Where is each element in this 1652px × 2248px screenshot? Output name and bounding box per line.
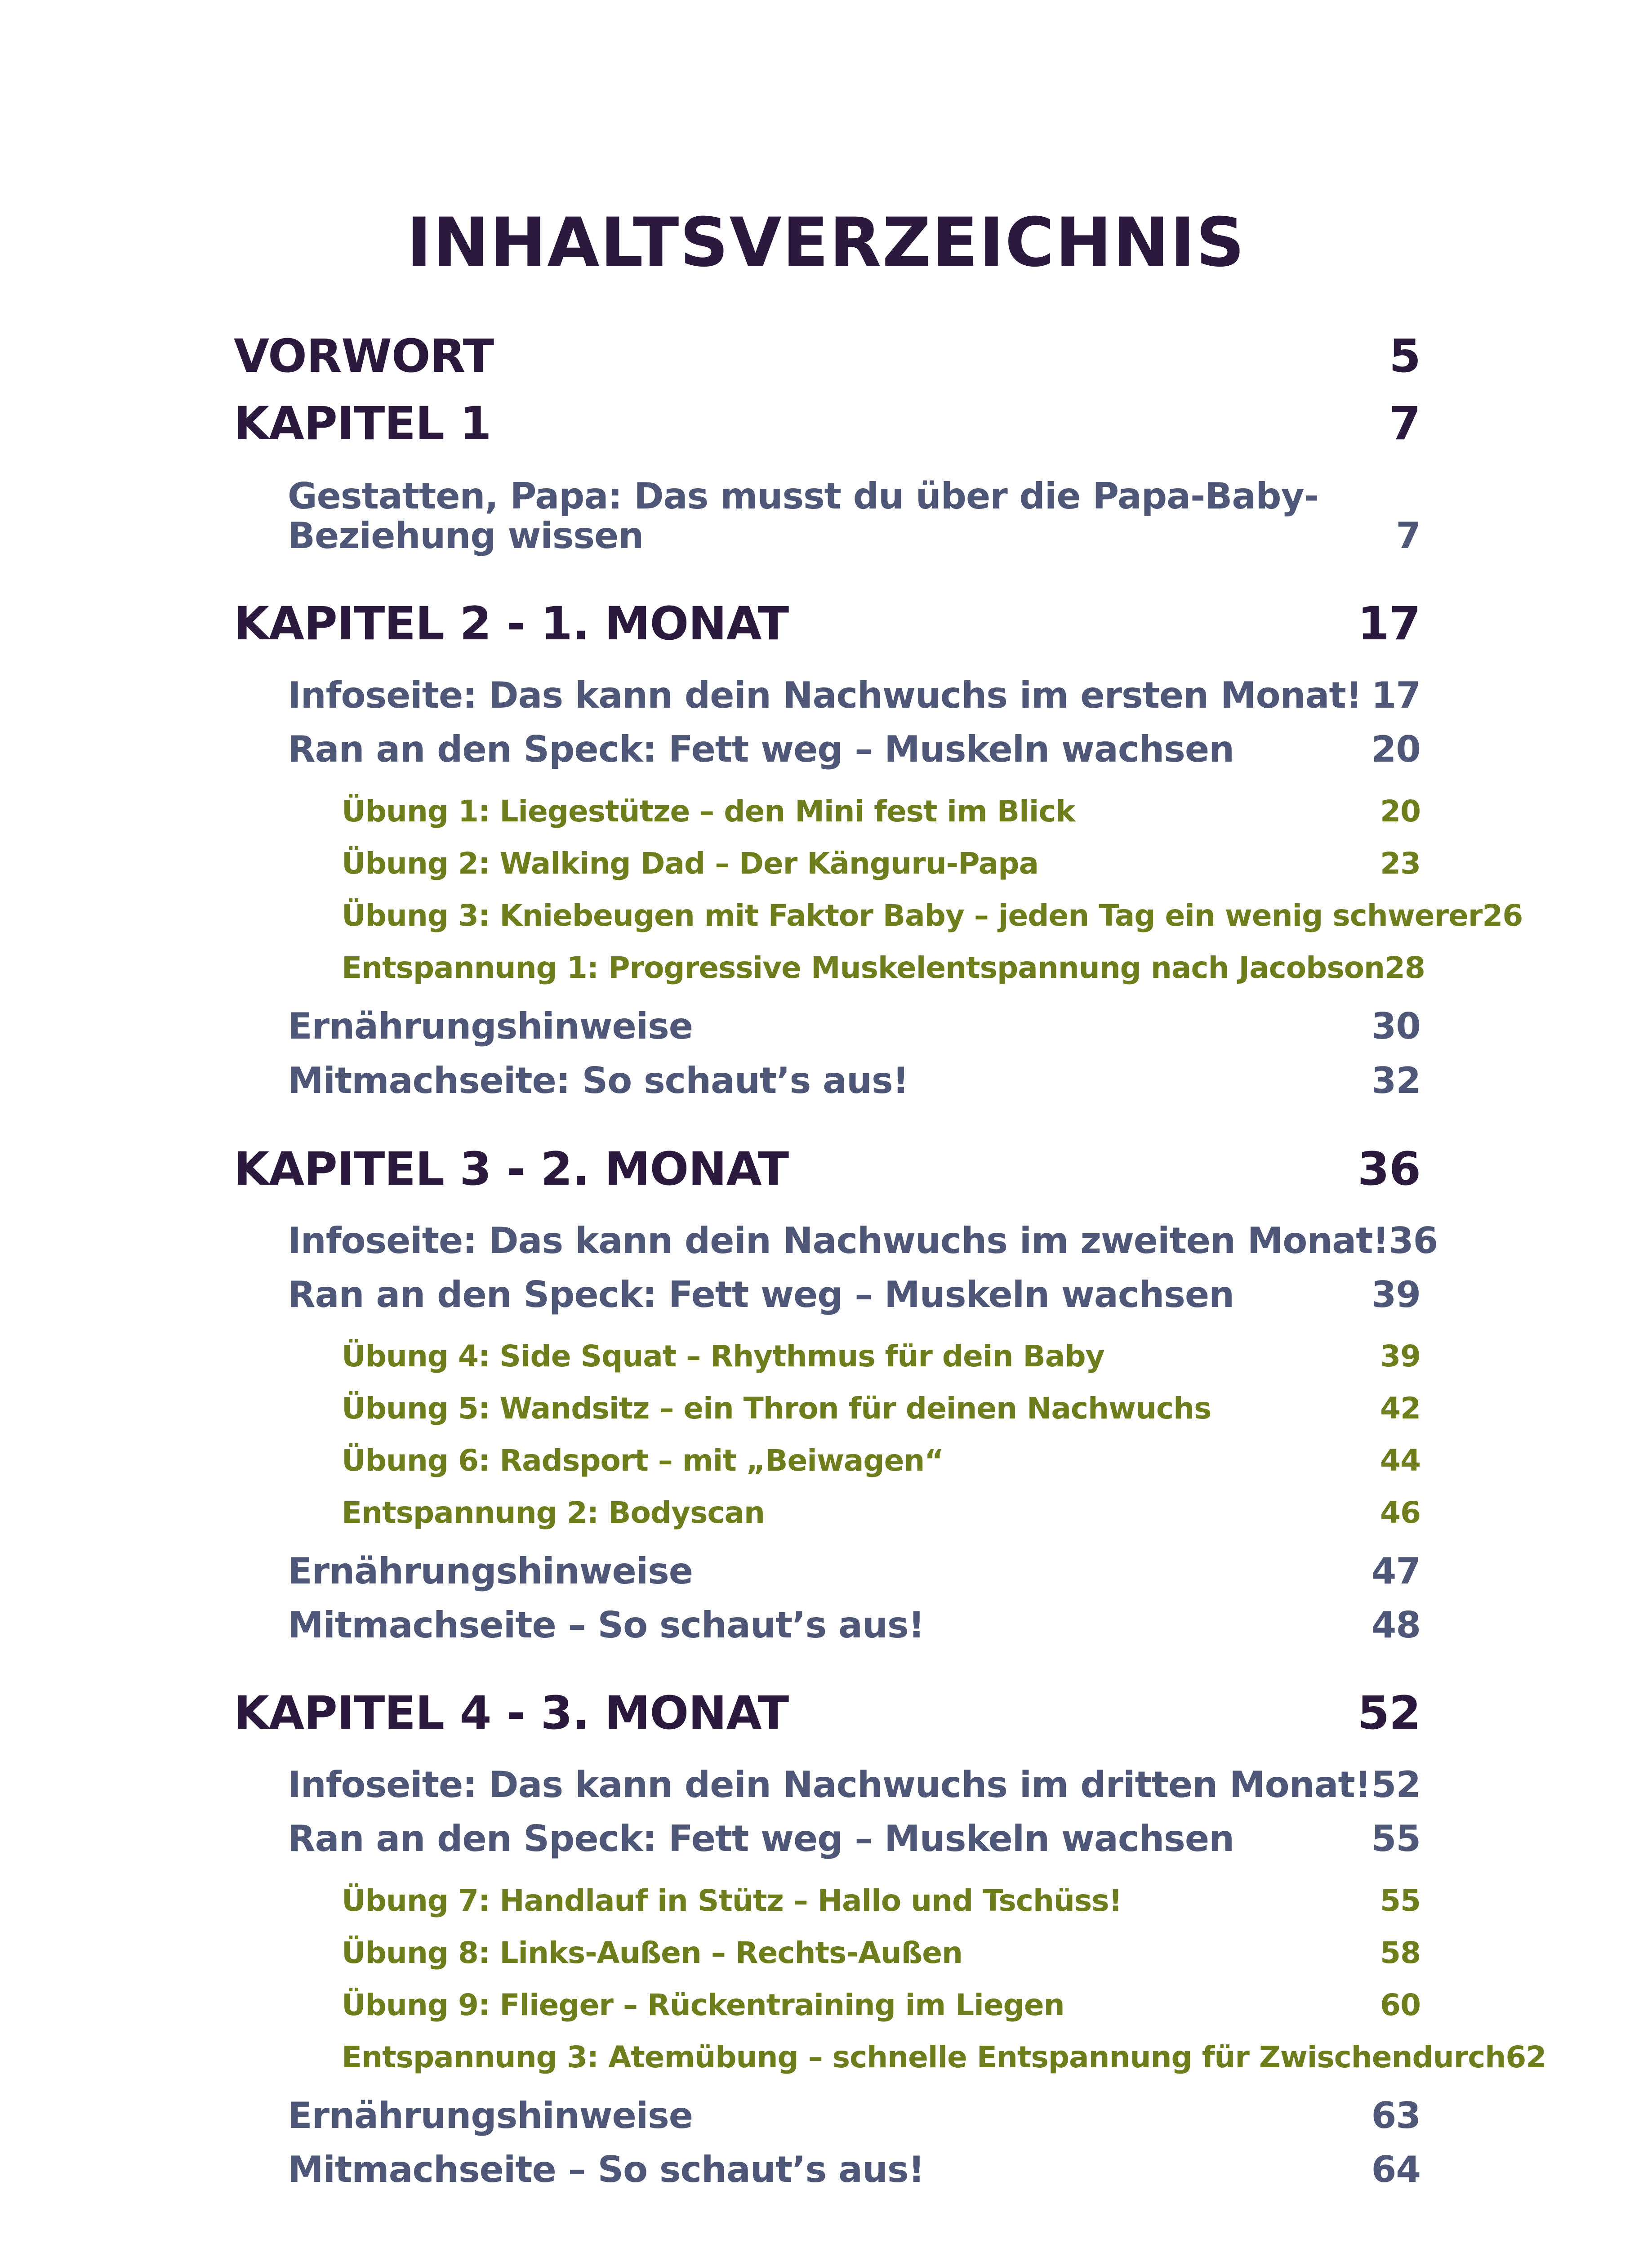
toc-entry-page: 47 — [1371, 1550, 1420, 1592]
toc-entry-label: Infoseite: Das kann dein Nachwuchs im zweiten Monat! — [288, 1220, 1389, 1262]
toc-entry-label: Übung 5: Wandsitz – ein Thron für deinen Nachwuchs — [342, 1391, 1211, 1426]
toc-entry-label: Übung 9: Flieger – Rückentraining im Liegen — [342, 1988, 1064, 2022]
toc-entry-page: 26 — [1482, 898, 1523, 933]
toc-entry-label: Mitmachseite – So schaut’s aus! — [288, 2149, 924, 2190]
toc-entry-level1[interactable] — [234, 596, 1420, 652]
toc-entry-page: 32 — [1371, 1060, 1420, 1102]
toc-entry-level3[interactable] — [342, 1441, 1420, 1481]
toc-entry-page: 39 — [1371, 1274, 1420, 1316]
toc-entry-label: Infoseite: Das kann dein Nachwuchs im dritten Monat! — [288, 1764, 1371, 1806]
toc-entry-level2[interactable] — [288, 477, 1420, 556]
toc-entry-level3[interactable] — [342, 1985, 1420, 2025]
toc-entry-page: 58 — [1380, 1936, 1420, 1970]
toc-entry-page: 55 — [1371, 1818, 1420, 1860]
toc-entry-label: Übung 1: Liegestütze – den Mini fest im Blick — [342, 794, 1075, 829]
toc-entry-level2[interactable] — [288, 673, 1420, 718]
toc-entry-label: Ran an den Speck: Fett weg – Muskeln wachsen — [288, 1274, 1234, 1316]
toc-entry-page: 30 — [1371, 1005, 1420, 1047]
toc-entry-page: 17 — [1358, 597, 1420, 651]
toc-entry-level1[interactable] — [234, 1141, 1420, 1197]
toc-entry-level2[interactable] — [288, 2093, 1420, 2138]
toc-entry-label: Übung 3: Kniebeugen mit Faktor Baby – jeden Tag ein wenig schwerer — [342, 898, 1483, 933]
page-title: INHALTSVERZEICHNIS — [406, 204, 1246, 282]
toc-entry-page: 63 — [1371, 2095, 1420, 2136]
toc-entry-page: 64 — [1371, 2149, 1420, 2190]
toc-entry-page: 62 — [1505, 2040, 1546, 2074]
toc-entry-level2[interactable] — [288, 727, 1420, 772]
toc-entry-level2[interactable] — [288, 1549, 1420, 1594]
toc-entry-label: Übung 2: Walking Dad – Der Känguru-Papa — [342, 846, 1038, 881]
toc-entry-label: Ran an den Speck: Fett weg – Muskeln wachsen — [288, 728, 1234, 770]
toc-entry-level3[interactable] — [342, 1336, 1420, 1377]
toc-entry-page: 42 — [1380, 1391, 1420, 1426]
toc-entry-label: Übung 6: Radsport – mit „Beiwagen“ — [342, 1443, 944, 1478]
toc-entry-level2[interactable] — [288, 1058, 1420, 1103]
toc-entry-level3[interactable] — [342, 896, 1523, 936]
toc-entry-page: 46 — [1380, 1495, 1420, 1530]
toc-entry-page: 39 — [1380, 1339, 1420, 1374]
toc-entry-label: Mitmachseite: So schaut’s aus! — [288, 1060, 909, 1102]
toc-entry-level2[interactable] — [288, 2147, 1420, 2192]
toc-entry-label: KAPITEL 2 - 1. MONAT — [234, 597, 789, 651]
toc-entry-level3[interactable] — [342, 1881, 1420, 1921]
toc-entry-level2[interactable] — [288, 1603, 1420, 1648]
toc-entry-page: 17 — [1371, 674, 1420, 716]
toc-entry-page: 28 — [1384, 950, 1425, 985]
toc-entry-level1[interactable] — [234, 328, 1420, 384]
toc-entry-label: Mitmachseite – So schaut’s aus! — [288, 1604, 924, 1646]
toc-entry-label: KAPITEL 1 — [234, 397, 491, 450]
toc-entry-page: 44 — [1380, 1443, 1420, 1478]
toc-entry-label: Übung 8: Links-Außen – Rechts-Außen — [342, 1936, 963, 1970]
toc-entry-page: 55 — [1380, 1883, 1420, 1918]
toc-entry-page: 52 — [1371, 1764, 1420, 1806]
toc-entry-label: KAPITEL 4 - 3. MONAT — [234, 1686, 789, 1740]
toc-entry-level3[interactable] — [342, 843, 1420, 884]
toc-entry-page: 7 — [1389, 397, 1420, 450]
toc-entry-level2[interactable] — [288, 1272, 1420, 1317]
toc-entry-level3[interactable] — [342, 1933, 1420, 1973]
toc-entry-label: VORWORT — [234, 330, 494, 383]
toc-entry-label: Ernährungshinweise — [288, 1550, 693, 1592]
toc-entry-page: 23 — [1380, 846, 1420, 881]
toc-entry-label: KAPITEL 3 - 2. MONAT — [234, 1142, 789, 1196]
toc-entry-label: Gestatten, Papa: Das musst du über die Papa-Baby-Beziehung wissen — [288, 475, 1318, 557]
toc-entry-label: Entspannung 1: Progressive Muskelentspannung nach Jacobson — [342, 950, 1385, 985]
toc-entry-level1[interactable] — [234, 1685, 1420, 1741]
toc-entry-label: Übung 4: Side Squat – Rhythmus für dein Baby — [342, 1339, 1104, 1374]
toc-entry-label: Infoseite: Das kann dein Nachwuchs im ersten Monat! — [288, 674, 1362, 716]
toc-entry-page: 7 — [1396, 515, 1420, 557]
toc-entry-level1[interactable] — [234, 396, 1420, 452]
toc-entry-level3[interactable] — [342, 1388, 1420, 1429]
toc-entry-page: 20 — [1371, 728, 1420, 770]
toc-entry-label: Entspannung 3: Atemübung – schnelle Entspannung für Zwischendurch — [342, 2040, 1506, 2074]
toc-entry-label: Entspannung 2: Bodyscan — [342, 1495, 765, 1530]
toc-entry-page: 60 — [1380, 1988, 1420, 2022]
toc-entry-label: Ernährungshinweise — [288, 1005, 693, 1047]
toc-entry-level3[interactable] — [342, 791, 1420, 832]
toc-entry-label: Übung 7: Handlauf in Stütz – Hallo und Tschüss! — [342, 1883, 1122, 1918]
toc-entry-level3[interactable] — [342, 1493, 1420, 1533]
toc-entry-level2[interactable] — [288, 1816, 1420, 1861]
toc-entry-level2[interactable] — [288, 1762, 1420, 1807]
toc-entry-level3[interactable] — [342, 2037, 1546, 2078]
toc-entry-level2[interactable] — [288, 1218, 1438, 1263]
toc-entry-label: Ran an den Speck: Fett weg – Muskeln wachsen — [288, 1818, 1234, 1860]
toc-entry-page: 36 — [1358, 1142, 1420, 1196]
toc-entry-page: 36 — [1389, 1220, 1438, 1262]
toc-entry-page: 48 — [1371, 1604, 1420, 1646]
toc-entry-page: 5 — [1389, 330, 1420, 383]
toc-entry-level2[interactable] — [288, 1004, 1420, 1049]
toc-entry-level3[interactable] — [342, 948, 1425, 988]
toc-entry-page: 52 — [1358, 1686, 1420, 1740]
toc-entry-label: Ernährungshinweise — [288, 2095, 693, 2136]
toc-entry-page: 20 — [1380, 794, 1420, 829]
